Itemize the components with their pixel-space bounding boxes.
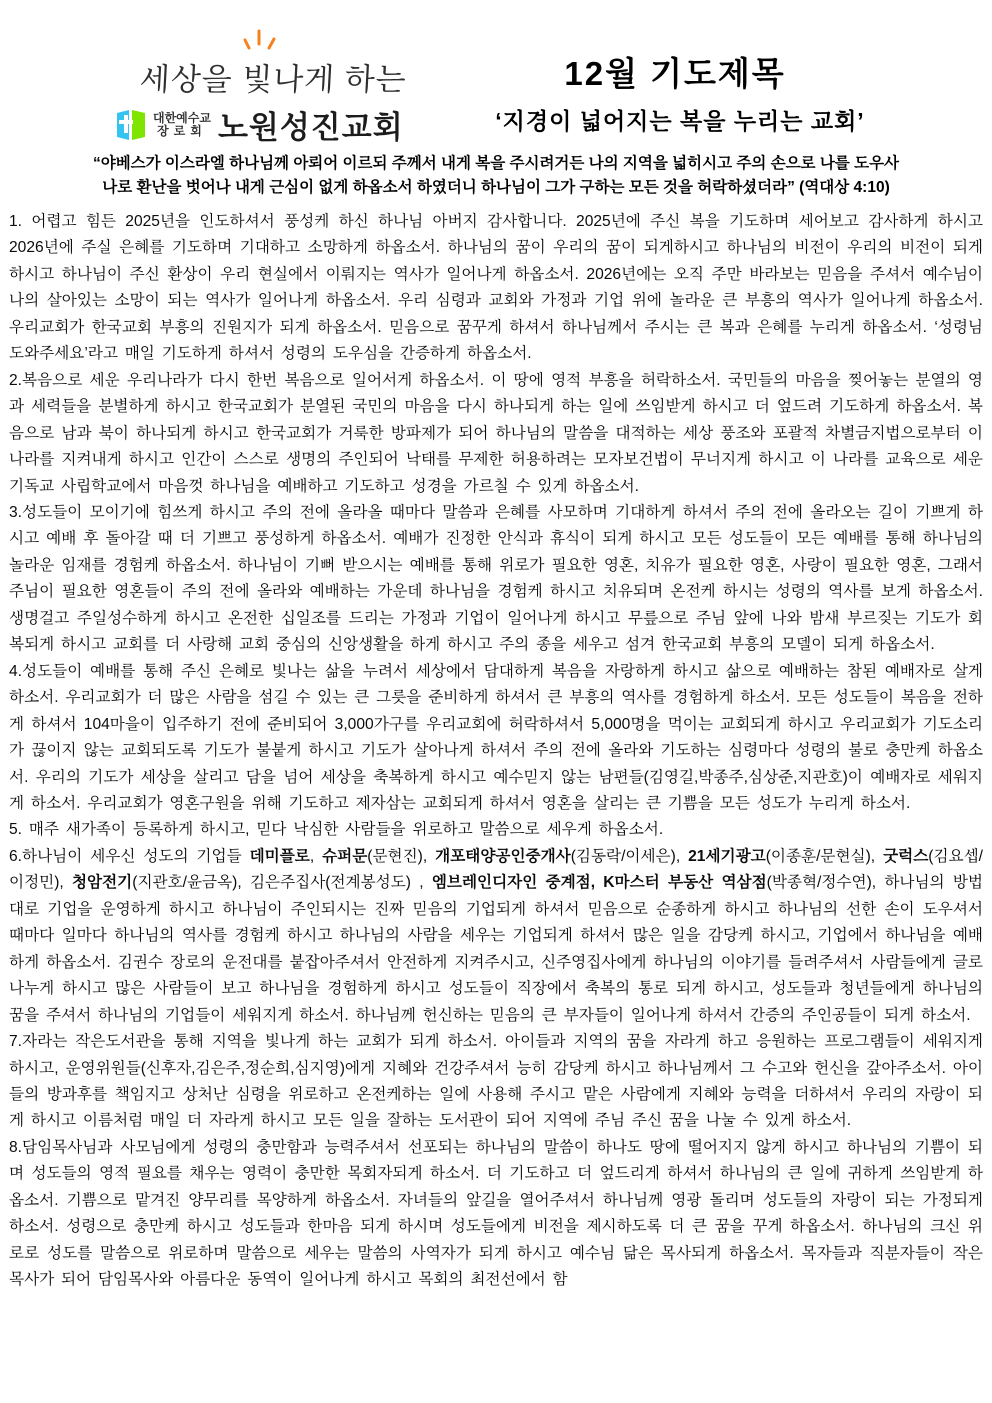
prayer-paragraph-7 bbox=[9, 1029, 983, 1135]
paragraph-text-segment: 5. 매주 새가족이 등록하게 하시고, 믿다 낙심한 사람들을 위로하고 말씀으로 세우게 하옵소서. bbox=[9, 821, 664, 839]
cross-door-icon bbox=[116, 109, 146, 141]
prayer-paragraph-3 bbox=[9, 500, 983, 659]
prayer-paragraph-1 bbox=[9, 209, 983, 368]
paragraph-text-segment: (문현진), bbox=[367, 847, 436, 865]
prayer-paragraph-2 bbox=[9, 368, 983, 500]
paragraph-text-segment: 개포태양공인중개사 bbox=[435, 847, 571, 865]
paragraph-text-segment: (김동락/이세은), bbox=[570, 847, 689, 865]
paragraph-text-segment: 2.복음으로 세운 우리나라가 다시 한번 복음으로 일어서게 하옵소서. 이 땅에 영적 부흥을 허락하소서. 국민들의 마음을 찢어놓는 분열의 영과 세력들을 분별하게 하시고 한국교회가 분열된 국민의 마음을 다시 하나되게 하는 일에 쓰임받게 하시고 더 엎드려 기도하게 하옵소서. 복음으로 남과 북이 하나되게 하시고 한국교회가 거룩한 방파제가 되어 하나님의 말씀을 대적하는 세상 풍조와 포괄적 차별금지법으로부터 이 나라를 지켜내게 하시고 인간이 스스로 생명의 주인되어 낙태를 무제한 허용하려는 모자보건법이 무너지게 하시고 이 나라를 교육으로 세운 기독교 사립학교에서 마음껏 하나님을 예배하고 기도하고 성경을 가르칠 수 있게 하옵소서. bbox=[9, 371, 983, 495]
document-subtitle: ‘지경이 넓어지는 복을 누리는 교회’ bbox=[495, 108, 865, 134]
paragraph-text-segment: 4.성도들이 예배를 통해 주신 은혜로 빛나는 삶을 누려서 세상에서 담대하게 복음을 자랑하게 하시고 삶으로 예배하는 참된 예배자로 살게 하소서. 우리교회가 더 많은 사람을 섬길 수 있는 큰 그릇을 준비하게 하셔서 큰 부흥의 역사를 경험하게 하소서. 모든 성도들이 복음을 전하게 하셔서 104마을이 입주하기 전에 준비되어 3,000가구를 우리교회에 허락하셔서 5,000명을 먹이는 교회되게 하시고 우리교회가 기도소리가 끊이지 않는 교회되도록 기도가 불붙게 하시고 기도가 살아나게 하셔서 주의 전에 올라와 기도하는 심령마다 성령의 불로 충만케 하옵소서. 우리의 기도가 세상을 살리고 담을 넘어 세상을 축복하게 하시고 예수믿지 않는 남편들(김영길,박종주,심상준,지관호)이 예배자로 세워지게 하소서. 우리교회가 영혼구원을 위해 기도하고 제자삼는 교회되게 하셔서 영혼을 살리는 큰 기쁨을 모든 성도가 누리게 하소서. bbox=[9, 662, 983, 812]
prayer-paragraph-4 bbox=[9, 659, 983, 818]
denomination-label bbox=[153, 112, 211, 138]
scripture-line-1: “야베스가 이스라엘 하나님께 아뢰어 이르되 주께서 내게 복을 주시려거든 나의 지역을 넓히시고 주의 손으로 나를 도우사 bbox=[92, 155, 900, 172]
scripture-quote bbox=[8, 152, 984, 200]
paragraph-text-segment: 굿럭스 bbox=[883, 847, 929, 865]
sparkle-icon bbox=[243, 28, 277, 59]
paragraph-text-segment: (이종훈/문현실), bbox=[765, 847, 884, 865]
paragraph-text-segment: 21세기광고 bbox=[688, 847, 766, 865]
paragraph-text-segment: 엠브레인디자인 중계점, K마스터 부동산 역삼점 bbox=[431, 874, 767, 892]
prayer-paragraph-8 bbox=[9, 1135, 983, 1294]
document-title: 12월 기도제목 bbox=[564, 55, 786, 92]
paragraph-text-segment: , bbox=[309, 847, 323, 865]
paragraph-text-segment: 1. 어렵고 힘든 2025년을 인도하셔서 풍성케 하신 하나님 아버지 감사합니다. 2025년에 주신 복을 기도하며 세어보고 감사하게 하시고 2026년에 주실 은혜를 기도하며 기대하고 소망하게 하옵소서. 하나님의 꿈이 우리의 꿈이 되게하시고 하나님의 비전이 우리의 비전이 되게 하시고 하나님이 주신 환상이 우리 현실에서 이뤄지는 역사가 일어나게 하옵소서. 2026년에는 오직 주만 바라보는 믿음을 주셔서 예수님이 나의 살아있는 소망이 되는 역사가 일어나게 하옵소서. 우리 심령과 교회와 가정과 기업 위에 놀라운 큰 부흥의 역사가 일어나게 하옵소서. 우리교회가 한국교회 부흥의 진원지가 되게 하옵소서. 믿음으로 꿈꾸게 하셔서 하나님께서 주시는 큰 복과 은혜를 누리게 하옵소서. ‘성령님 도와주세요’라고 매일 기도하게 하셔서 성령의 도우심을 간증하게 하옵소서. bbox=[9, 213, 983, 363]
paragraph-text-segment: 청암전기 bbox=[71, 874, 133, 892]
paragraph-text-segment: 슈퍼문 bbox=[322, 847, 368, 865]
church-name: 노원성진교회 bbox=[217, 110, 404, 145]
paragraph-text-segment: 6.하나님이 세우신 성도의 기업들 bbox=[9, 847, 250, 865]
document-header bbox=[0, 0, 992, 146]
paragraph-text-segment: 8.담임목사님과 사모님에게 성령의 충만함과 능력주셔서 선포되는 하나님의 말씀이 하나도 땅에 떨어지지 않게 하시고 하나님의 기쁨이 되며 성도들의 영적 필요를 채우는 영력이 충만한 목회자되게 하소서. 더 기도하고 더 엎드리게 하셔서 하나님의 큰 일에 귀하게 쓰임받게 하옵소서. 기쁨으로 맡겨진 양무리를 목양하게 하옵소서. 자녀들의 앞길을 열어주셔서 하나님께 영광 돌리며 성도들의 자랑이 되는 가정되게 하소서. 성령으로 충만케 하시고 성도들과 한마음 되게 하시며 성도들에게 비전을 제시하도록 더 큰 꿈을 꾸게 하옵소서. 하나님의 크신 위로로 성도를 말씀으로 위로하며 말씀으로 세우는 말씀의 사역자가 되게 하시고 예수님 닮은 목사되게 하옵소서. 목자들과 직분자들이 작은 목사가 되어 담임목사와 아름다운 동역이 일어나게 하시고 목회의 최전선에서 함 bbox=[9, 1138, 983, 1289]
paragraph-text-segment: (김요셉/이정민), bbox=[9, 847, 983, 892]
prayer-paragraph-6 bbox=[9, 844, 983, 1029]
scripture-line-2: 나로 환난을 벗어나 내게 근심이 없게 하옵소서 하였더니 하나님이 그가 구하는 모든 것을 허락하셨더라” (역대상 4:10) bbox=[102, 179, 890, 196]
paragraph-text-segment: (지관호/윤금옥), 김은주집사(전계봉성도) , bbox=[132, 874, 432, 892]
logo-row bbox=[116, 102, 404, 147]
prayer-paragraphs bbox=[9, 209, 983, 1294]
paragraph-text-segment: 3.성도들이 모이기에 힘쓰게 하시고 주의 전에 올라올 때마다 말씀과 은혜를 사모하며 기대하게 하셔서 주의 전에 올라오는 길이 기쁘게 하시고 예배 후 돌아갈 때 더 기쁘고 풍성하게 하옵소서. 예배가 진정한 안식과 휴식이 되게 하시고 모든 성도들이 모든 예배를 통해 하나님의 놀라운 임재를 경험케 하옵소서. 하나님이 기뻐 받으시는 예배를 통해 위로가 필요한 영혼, 치유가 필요한 영혼, 사랑이 필요한 영혼, 그래서 주님이 필요한 영혼들이 주의 전에 올라와 예배하는 가운데 하나님을 경험케 하시고 치유되며 온전케 하시는 성령의 역사를 보게 하옵소서. 생명걸고 주일성수하게 하시고 온전한 십일조를 드리는 가정과 기업이 일어나게 하시고 무릎으로 주님 앞에 나와 밤새 부르짖는 기도가 회복되게 하시고 교회를 더 사랑해 교회 중심의 신앙생활을 하게 하시고 주의 종을 세우고 섬겨 한국교회 부흥의 모델이 되게 하옵소서. bbox=[9, 503, 983, 654]
paragraph-text-segment: 데미플로 bbox=[249, 847, 310, 865]
paragraph-text-segment: (박종혁/정수연), 하나님의 방법대로 기업을 운영하게 하시고 하나님이 주인되시는 진짜 믿음의 기업되게 하셔서 믿음으로 순종하게 하시고 하나님의 선한 손이 도우셔서 때마다 일마다 하나님의 역사를 경험케 하시고 하나님의 사람을 세우는 기업되게 하셔서 많은 일을 감당케 하시고, 기업에서 하나님을 예배하게 하옵소서. 김권수 장로의 운전대를 붙잡아주셔서 안전하게 지켜주시고, 신주영집사에게 하나님의 이야기를 들려주셔서 사람들에게 글로 나누게 하시고 많은 사람들이 보고 하나님을 경험하게 하시고 성도들이 직장에서 축복의 통로 되게 하시고, 성도들과 청년들에게 하나님의 꿈을 주셔서 하나님의 기업들이 세워지게 하소서. 하나님께 헌신하는 믿음의 큰 부자들이 일어나게 하셔서 간증의 주인공들이 되게 하소서. bbox=[9, 874, 983, 1024]
denomination-line1: 대한예수교 bbox=[153, 110, 211, 125]
denomination-line2: 장로회 bbox=[157, 123, 207, 138]
paragraph-text-segment: 7.자라는 작은도서관을 통해 지역을 빛나게 하는 교회가 되게 하소서. 아이들과 지역의 꿈을 자라게 하고 응원하는 프로그램들이 세워지게 하시고, 운영위원들(신후자,김은주,정순희,심지영)에게 지혜와 건강주셔서 능히 감당케 하시고 하나님께서 그 수고와 헌신을 갚아주소서. 아이들의 방과후를 책임지고 상처난 심령을 위로하고 온전케하는 일에 사용해 주시고 맡은 사람에게 지혜와 능력을 더하셔서 우리의 자랑이 되게 하시고 이름처럼 매일 더 자라게 하시고 모든 일을 잘하는 도서관이 되어 지역에 주님 주신 꿈을 나눌 수 있게 하소서. bbox=[9, 1033, 983, 1130]
prayer-paragraph-5 bbox=[9, 817, 983, 843]
logo-tagline: 세상을 빛나게 하는 bbox=[138, 62, 408, 97]
